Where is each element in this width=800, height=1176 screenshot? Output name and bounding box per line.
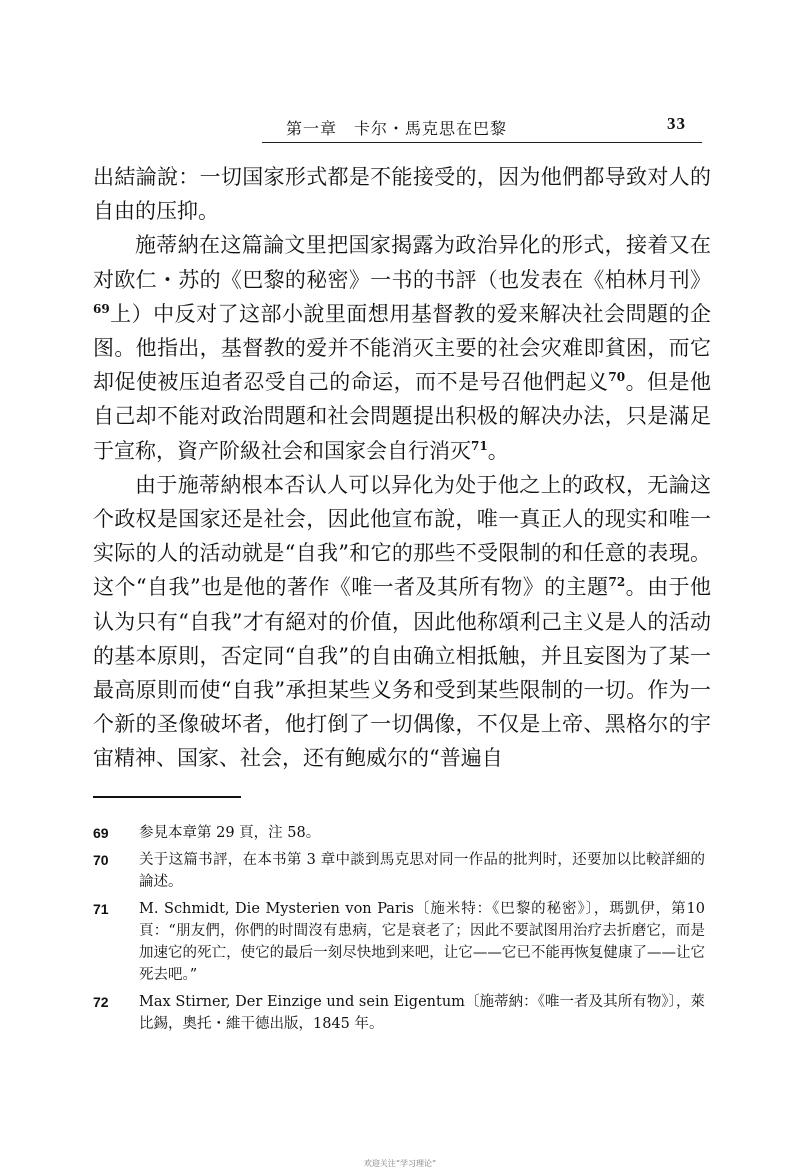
- paragraph-1: 出結論說：一切国家形式都是不能接受的，因为他們都导致对人的自由的压抑。: [93, 165, 711, 224]
- footnote-ref-71: 71: [471, 438, 488, 453]
- footnote-number: 70: [93, 852, 109, 868]
- chapter-title: 第一章 卡尔・馬克思在巴黎: [286, 119, 508, 138]
- footnote-text: Max Stirner, Der Einzige und sein Eigentum〔施蒂納：《唯一者及其所有物》〕，萊比錫，奧托・維干德出版，1845 年。: [139, 994, 705, 1032]
- footnote-text: M. Schmidt, Die Mysterien von Paris〔施米特：《巴黎的秘密》〕，瑪凱伊，第10頁：“朋友們，你們的时間沒有患病，它是衰老了；因此不要試图用治疗去折磨它，而是加速它的死亡，使它的最后一刻尽快地到来吧，让它——它已不能再恢复健康了——让它死去吧。”: [139, 901, 705, 983]
- footnote-number: 72: [93, 994, 109, 1010]
- footnote: [93, 849, 705, 893]
- footnotes: [93, 822, 705, 1040]
- footnote-text: 关于这篇书評，在本书第 3 章中談到馬克思对同一作品的批判时，还要加以比較詳細的論述。: [139, 852, 705, 890]
- body-text: [93, 160, 711, 776]
- footnote: [93, 991, 705, 1035]
- paragraph-3: 由于施蒂納根本否认人可以异化为处于他之上的政权，无論这个政权是国家还是社会，因此他宣布說，唯一真正人的现实和唯一实际的人的活动就是“自我”和它的那些不受限制的和任意的表現。这个“自我”也是他的著作《唯一者及其所有物》的主題$^{72}$。由于他认为只有“自我”才有絕对的价值，因此他称頌利己主义是人的活动的基本原則，否定同“自我”的自由确立相抵触，并且妄图为了某一最高原則而使“自我”承担某些义务和受到某些限制的一切。作为一个新的圣像破坏者，他打倒了一切偶像，不仅是上帝、黑格尔的宇宙精神、国家、社会，还有鲍威尔的“普遍自: [93, 472, 711, 771]
- header-rule: [262, 142, 702, 143]
- footnote-ref-70: 70: [608, 370, 626, 385]
- footnote-text: 参見本章第 29 頁，注 58。: [139, 825, 321, 841]
- footnote-number: 71: [93, 901, 109, 917]
- footnote-ref-72: 72: [608, 575, 626, 590]
- bottom-watermark: 欢迎关注“学习理论”: [363, 1159, 437, 1168]
- footnote-rule: [93, 796, 241, 798]
- running-header: [276, 114, 696, 140]
- footnote: [93, 898, 705, 986]
- page-number: 33: [667, 114, 686, 133]
- footnote-number: 69: [93, 825, 109, 841]
- footnote-ref-69: 69: [93, 301, 110, 316]
- footnote: [93, 822, 705, 844]
- paragraph-2: 施蒂納在这篇論文里把国家揭露为政治异化的形式，接着又在对欧仁・苏的《巴黎的秘密》一书的书評（也发表在《柏林月刊》$^{69}$上）中反对了这部小說里面想用基督教的爱来解决社会問題的企图。他指出，基督教的爱并不能消灭主要的社会灾难即貧困，而它却促使被压迫者忍受自己的命运，而不是号召他們起义$^{70}$。但是他自己却不能对政治問題和社会問題提出积极的解决办法，只是滿足于宣称，資产阶級社会和国家会自行消灭$^{71}$。: [93, 233, 712, 463]
